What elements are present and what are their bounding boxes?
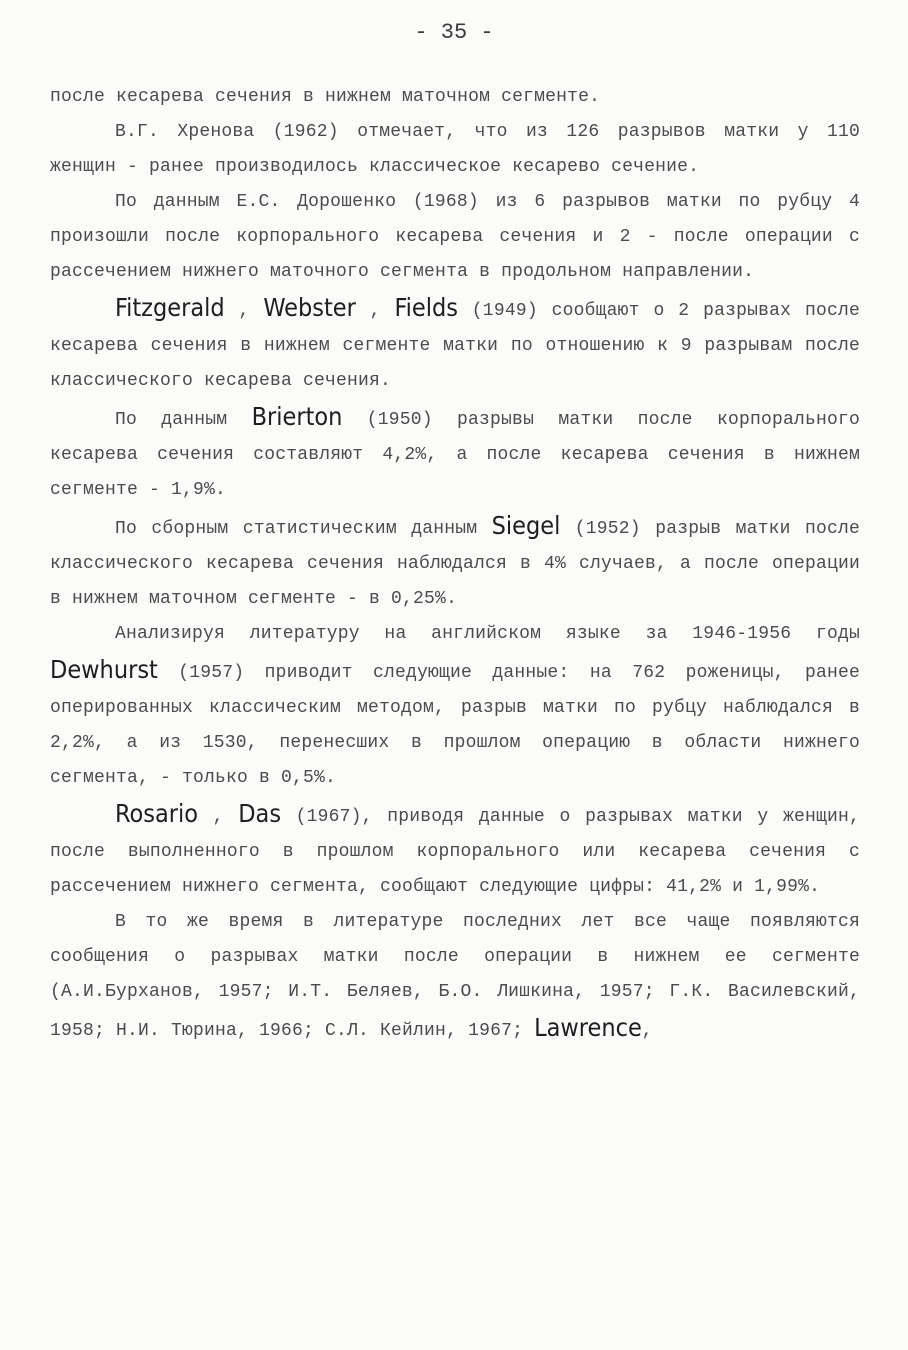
body-text: [50, 80, 860, 1049]
handwritten-name: Dewhurst: [50, 655, 158, 684]
handwritten-name: Rosario: [115, 799, 199, 828]
typed-text: В то же время в литературе последних лет все чаще появляются сообщения о разрывах матки после операции в нижнем ее сегменте (А.И.Бурханов, 1957; И.Т. Беляев, Б.О. Лишкина, 1957; Г.К. Василевский, 1958; Н.И. Тюрина, 1966; С.Л. Кейлин, 1967;: [50, 912, 860, 1041]
typed-text: По сборным статистическим данным: [115, 519, 492, 539]
handwritten-name: Das: [238, 799, 282, 828]
handwritten-name: Fields: [394, 293, 458, 322]
typed-text: ,: [641, 1021, 653, 1041]
typed-text: ,: [198, 807, 239, 827]
typed-text: после кесарева сечения в нижнем маточном сегменте.: [50, 87, 601, 107]
page-number: - 35 -: [414, 20, 494, 45]
handwritten-name: Brierton: [251, 402, 343, 431]
typed-text: По данным: [115, 410, 252, 430]
typed-text: (1952) разрыв матки после классического кесарева сечения наблюдался в 4% случаев, а после операции в нижнем маточном сегменте - в 0,25%.: [50, 519, 861, 609]
handwritten-name: Lawrence: [534, 1013, 642, 1042]
paragraph: [50, 617, 860, 796]
typed-text: По данным Е.С. Дорошенко (1968) из 6 разрывов матки по рубцу 4 произошли после корпорального кесарева сечения и 2 - после операции с рассечением нижнего маточного сегмента в продольном направлении.: [50, 192, 860, 282]
paragraph: [50, 185, 860, 290]
typed-text: ,: [355, 301, 395, 321]
typed-text: ,: [224, 301, 264, 321]
handwritten-name: Webster: [263, 293, 356, 322]
typed-text: В.Г. Хренова (1962) отмечает, что из 126 разрывов матки у 110 женщин - ранее производилось классическое кесарево сечение.: [50, 122, 860, 177]
paragraph: [50, 80, 860, 115]
handwritten-name: Siegel: [491, 511, 561, 540]
paragraph: [50, 115, 860, 185]
paragraph: [50, 290, 860, 399]
typed-text: (1949) сообщают о 2 разрывах после кесарева сечения в нижнем сегменте матки по отношению к 9 разрывам после классического кесарева сечения.: [50, 301, 860, 391]
paragraph: [50, 796, 860, 905]
typed-text: (1967), приводя данные о разрывах матки у женщин, после выполненного в прошлом корпорального или кесарева сечения с рассечением нижнего сегмента, сообщают следующие цифры: 41,2% и 1,99%.: [50, 807, 860, 897]
typed-text: (1957) приводит следующие данные: на 762 роженицы, ранее оперированных классическим методом, разрыв матки по рубцу наблюдался в 2,2%, а из 1530, перенесших в прошлом операцию в области нижнего сегмента, - только в 0,5%.: [50, 663, 860, 788]
paragraph: [50, 905, 860, 1049]
typed-text: Анализируя литературу на английском языке за 1946-1956 годы: [115, 624, 860, 644]
paragraph: [50, 399, 860, 508]
paragraph: [50, 508, 860, 617]
handwritten-name: Fitzgerald: [115, 293, 225, 322]
typed-text: (1950) разрывы матки после корпорального кесарева сечения составляют 4,2%, а после кесарева сечения в нижнем сегменте - 1,9%.: [50, 410, 860, 500]
